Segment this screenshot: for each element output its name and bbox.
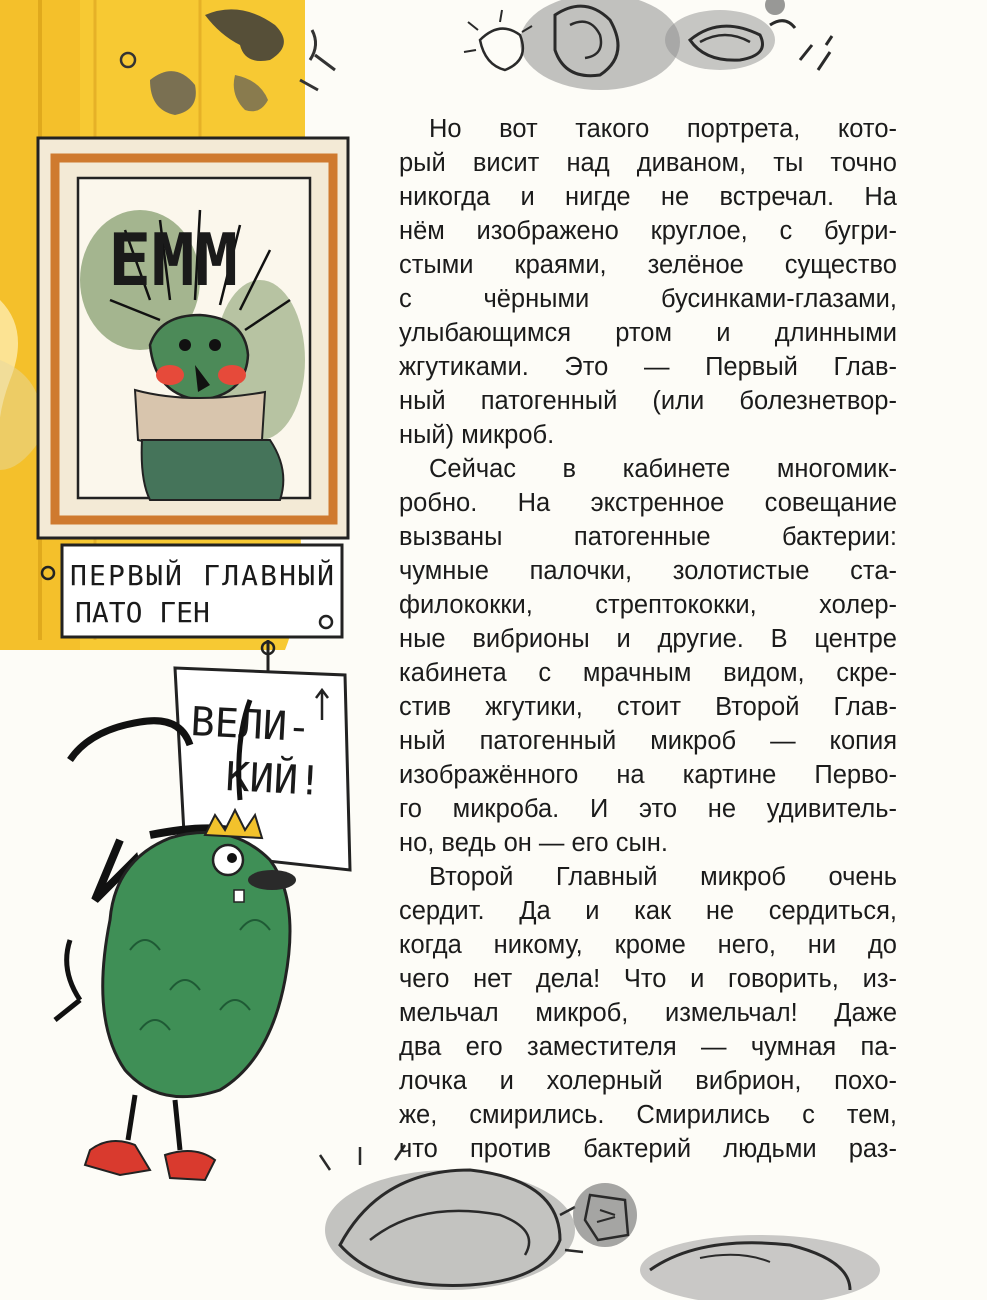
text-line: улыбающимся ртом и длинными (399, 319, 897, 347)
text-line: робно. На экстренное совещание (399, 489, 897, 517)
text-line: го микроба. И это не удивитель- (399, 795, 897, 823)
text-line: стив жгутики, стоит Второй Глав- (399, 693, 897, 721)
text-line: сердит. Да и как не сердиться, (399, 897, 897, 925)
text-line: ные вибрионы и другие. В центре (399, 625, 897, 653)
text-line: стыми краями, зелёное существо (399, 251, 897, 279)
text-line: жгутиками. Это — Первый Глав- (399, 353, 897, 381)
text-line: но, ведь он — его сын. (399, 829, 668, 857)
text-line: с чёрными бусинками-глазами, (399, 285, 897, 313)
sign-line2: КИЙ! (224, 754, 324, 806)
text-line: что против бактерий людьми раз- (399, 1135, 897, 1163)
text-line: изображённого на картине Перво- (399, 761, 897, 789)
top-microbes (464, 0, 832, 90)
text-line: Второй Главный микроб очень (429, 863, 897, 891)
text-line: вызваны патогенные бактерии: (399, 523, 897, 551)
text-line: рый висит над диваном, ты точно (399, 149, 897, 177)
text-line: ный патогенный микроб — копия (399, 727, 897, 755)
text-line: филококки, стрептококки, холер- (399, 591, 897, 619)
text-line: два его заместителя — чумная па- (399, 1033, 897, 1061)
sign-line1: ВЕЛИ- (189, 699, 313, 752)
portrait-caption-plate (42, 545, 342, 637)
text-line: лочка и холерный вибрион, похо- (399, 1067, 897, 1095)
portrait-caption-line1: ПЕРВЫЙ ГЛАВНЫЙ (70, 559, 334, 592)
text-line: чумные палочки, золотистые ста- (399, 557, 897, 585)
text-line: кабинета с мрачным видом, скре- (399, 659, 897, 687)
portrait-monogram: ЕММ (108, 218, 239, 302)
text-line: когда никому, кроме него, ни до (399, 931, 897, 959)
portrait (38, 138, 348, 538)
text-line: же, смирились. Смирились с тем, (399, 1101, 897, 1129)
portrait-caption-line2: ПАТО ГЕН (75, 596, 210, 629)
text-line: Но вот такого портрета, кото- (429, 115, 897, 143)
text-line: нём изображено круглое, с бугри- (399, 217, 897, 245)
text-line: ный патогенный (или болезнетвор- (399, 387, 897, 415)
bottom-microbes (320, 1145, 880, 1300)
text-line: чего нет дела! Что и говорить, из- (399, 965, 897, 993)
text-line: никогда и нигде не встречал. На (399, 183, 897, 211)
text-line: мельчал микроб, измельчал! Даже (399, 999, 897, 1027)
article-body (399, 112, 897, 1166)
text-line: Сейчас в кабинете многомик- (429, 455, 897, 483)
text-line: ный) микроб. (399, 421, 555, 449)
